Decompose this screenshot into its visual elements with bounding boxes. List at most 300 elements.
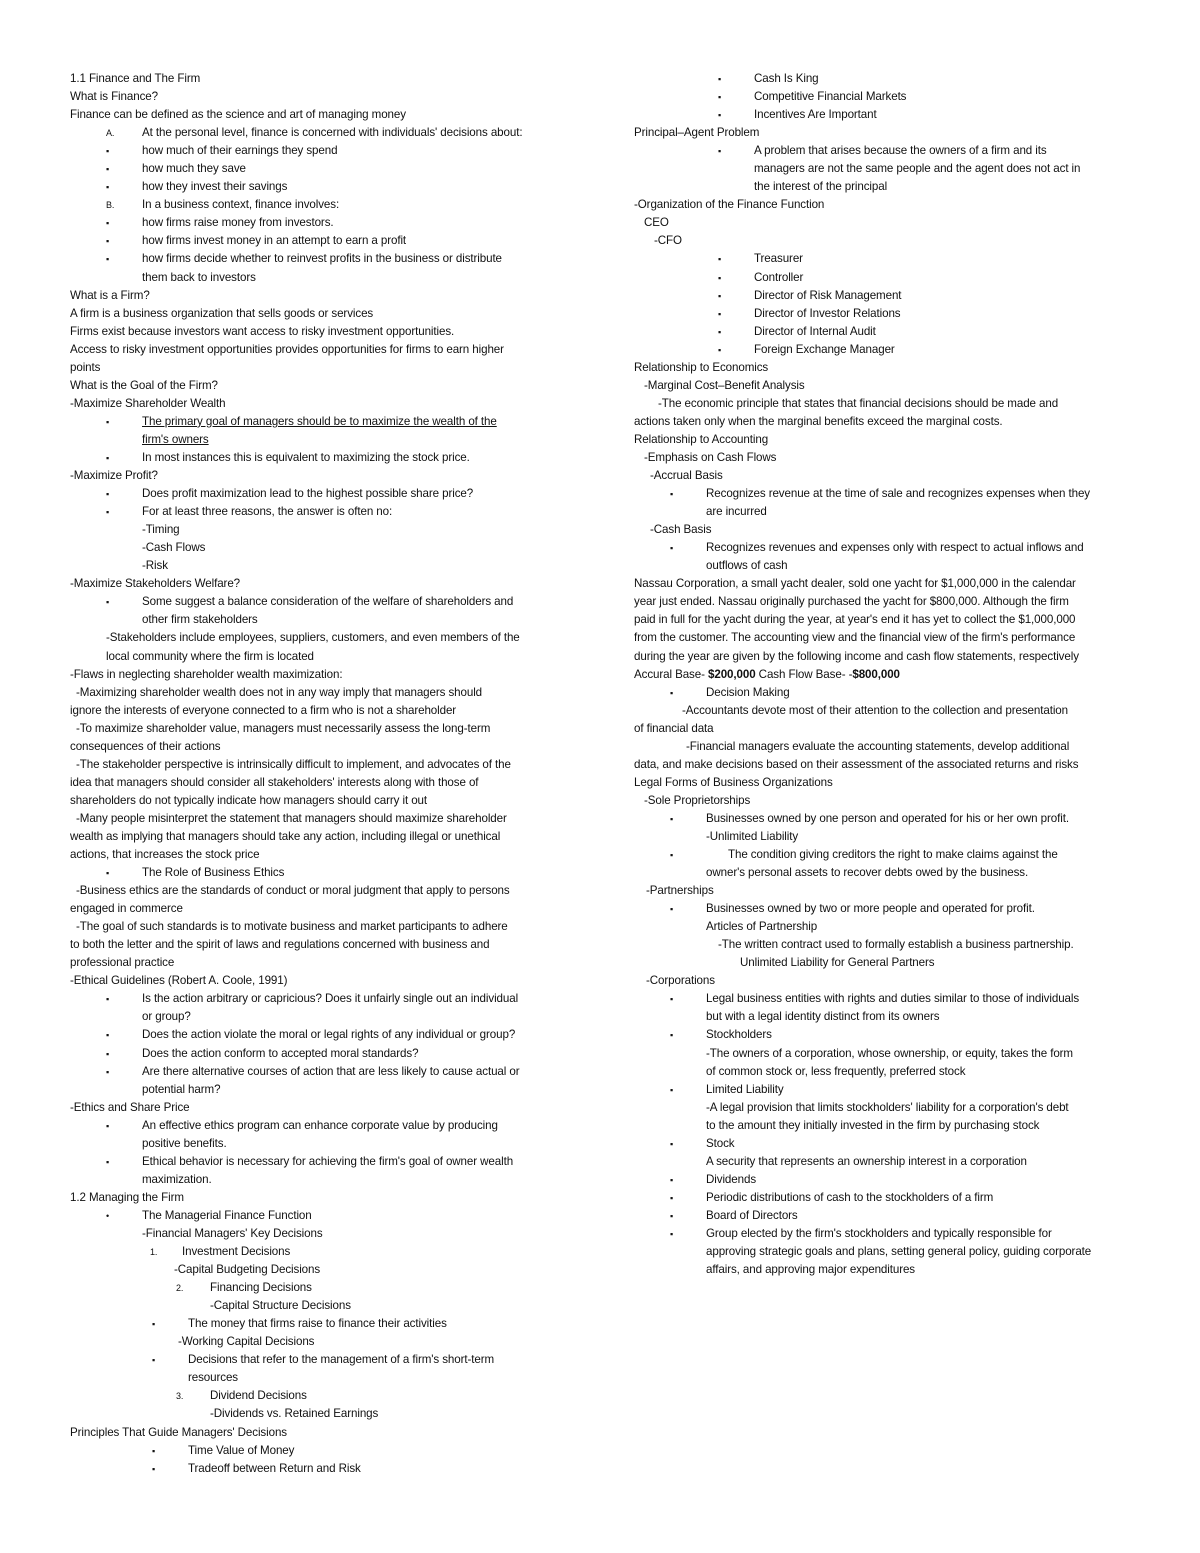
bullet-icon: ▪ <box>106 597 110 608</box>
list-marker: 2. <box>176 1283 184 1294</box>
text-line <box>70 918 570 936</box>
bullet-icon: ▪ <box>718 344 722 355</box>
text-line <box>634 972 1134 990</box>
bullet-icon: ▪ <box>670 813 674 824</box>
line-text: paid in full for the yacht during the year, at year's end it has yet to collect the $1,000,000 <box>634 613 1076 627</box>
text-line <box>70 269 570 287</box>
text-line <box>70 846 570 864</box>
bullet-icon: ▪ <box>106 254 110 265</box>
line-text: -Unlimited Liability <box>706 829 799 843</box>
line-text: Financing Decisions <box>210 1281 312 1295</box>
bullet-icon: ▪ <box>718 290 722 301</box>
line-text: how much of their earnings they spend <box>142 144 338 158</box>
text-line <box>634 106 1134 124</box>
bullet-icon: ▪ <box>670 1138 674 1149</box>
line-text: The primary goal of managers should be to maximize the wealth of the <box>142 414 497 428</box>
line-text: potential harm? <box>142 1082 221 1096</box>
line-text: At the personal level, finance is concerned with individuals' decisions about: <box>142 126 523 140</box>
bullet-icon: ▪ <box>106 868 110 879</box>
line-text: Principal–Agent Problem <box>634 126 760 140</box>
line-text: -The goal of such standards is to motivate business and market participants to adhere <box>76 920 508 934</box>
text-line <box>634 160 1134 178</box>
line-text: local community where the firm is located <box>106 649 314 663</box>
line-text: firm's owners <box>142 432 209 446</box>
line-text: Limited Liability <box>706 1082 784 1096</box>
line-text: -Risk <box>142 559 168 573</box>
line-text: Director of Internal Audit <box>754 324 876 338</box>
text-line <box>70 1171 570 1189</box>
text-line <box>634 684 1134 702</box>
bullet-icon: ▪ <box>670 1229 674 1239</box>
line-text: -The economic principle that states that financial decisions should be made and <box>658 396 1059 410</box>
text-line <box>70 810 570 828</box>
line-text: Stockholders <box>706 1028 772 1042</box>
text-line <box>70 359 570 377</box>
text-line <box>634 1225 1134 1243</box>
line-text: are incurred <box>706 505 767 519</box>
text-line <box>70 792 570 810</box>
text-line <box>634 196 1134 214</box>
line-text: -Financial Managers' Key Decisions <box>142 1227 323 1240</box>
text-line <box>70 431 570 449</box>
line-text: Articles of Partnership <box>706 920 818 934</box>
line-text: The condition giving creditors the right to make claims against the <box>728 848 1058 862</box>
text-line <box>70 1261 570 1279</box>
bullet-icon: ▪ <box>718 146 722 157</box>
bullet-icon: ▪ <box>670 994 674 1005</box>
line-text: -CFO <box>654 234 682 248</box>
line-text: how firms raise money from investors. <box>142 216 334 230</box>
line-text: -Ethical Guidelines (Robert A. Coole, 1991) <box>70 974 288 988</box>
line-text: An effective ethics program can enhance corporate value by producing <box>142 1118 498 1132</box>
bullet-icon: ▪ <box>106 164 110 175</box>
bullet-icon: ▪ <box>106 182 110 193</box>
text-line <box>70 250 570 268</box>
line-text: Unlimited Liability for General Partners <box>740 956 935 970</box>
line-text: -Dividends vs. Retained Earnings <box>210 1407 379 1421</box>
text-line <box>634 1026 1134 1044</box>
bullet-icon: ▪ <box>670 1084 674 1095</box>
text-line <box>70 1225 570 1243</box>
text-line <box>634 648 1134 666</box>
bullet-icon: ▪ <box>152 1355 156 1366</box>
text-line <box>70 1008 570 1026</box>
line-text: Treasurer <box>754 252 803 266</box>
line-text: Nassau Corporation, a small yacht dealer, sold one yacht for $1,000,000 in the calendar <box>634 577 1076 591</box>
bullet-icon: ▪ <box>106 507 110 518</box>
line-text: or group? <box>142 1010 191 1024</box>
line-text: Stock <box>706 1136 735 1150</box>
line-text: managers are not the same people and the agent does not act in <box>754 162 1081 176</box>
line-text: Recognizes revenues and expenses only with respect to actual inflows and <box>706 541 1084 555</box>
text-line <box>634 666 1134 684</box>
line-text: -Maximize Stakeholders Welfare? <box>70 577 241 591</box>
text-line <box>634 1207 1134 1225</box>
bullet-icon: ▪ <box>106 146 110 157</box>
line-text: The Managerial Finance Function <box>142 1208 312 1222</box>
line-text: Group elected by the firm's stockholders and typically responsible for <box>706 1227 1052 1240</box>
text-line <box>634 846 1134 864</box>
bullet-icon: • <box>106 1210 110 1221</box>
bullet-icon: ▪ <box>718 92 722 103</box>
line-text: to the amount they initially invested in the firm by purchasing stock <box>706 1118 1040 1132</box>
line-text: during the year are given by the following income and cash flow statements, respectively <box>634 649 1079 663</box>
text-line <box>70 936 570 954</box>
text-line <box>634 1153 1134 1171</box>
bullet-icon: ▪ <box>106 1066 110 1077</box>
text-line <box>634 250 1134 268</box>
line-text: -Marginal Cost–Benefit Analysis <box>644 378 805 392</box>
bullet-icon: ▪ <box>718 74 722 84</box>
line-text: -Ethics and Share Price <box>70 1100 190 1114</box>
text-line <box>70 1442 570 1460</box>
text-line <box>70 1099 570 1117</box>
bullet-icon: ▪ <box>670 1210 674 1221</box>
text-line <box>634 1117 1134 1135</box>
bullet-icon: ▪ <box>152 1445 156 1456</box>
line-text: Cash Is King <box>754 72 819 85</box>
line-text: For at least three reasons, the answer is often no: <box>142 505 393 519</box>
line-text: Director of Investor Relations <box>754 306 901 320</box>
text-line <box>70 720 570 738</box>
text-line <box>634 413 1134 431</box>
list-marker: 1. <box>150 1247 158 1258</box>
text-line <box>634 1171 1134 1189</box>
text-line <box>70 88 570 106</box>
text-line <box>634 305 1134 323</box>
line-text: the interest of the principal <box>754 180 888 194</box>
bullet-icon: ▪ <box>106 236 110 247</box>
text-line <box>70 1243 570 1261</box>
line-text: Is the action arbitrary or capricious? Does it unfairly single out an individual <box>142 992 519 1006</box>
text-line <box>634 521 1134 539</box>
text-line <box>70 1424 570 1442</box>
text-line <box>70 575 570 593</box>
right-column <box>634 70 1134 1279</box>
text-line <box>70 323 570 341</box>
line-text: -Maximizing shareholder wealth does not in any way imply that managers should <box>76 685 483 699</box>
list-marker: A. <box>106 128 115 139</box>
line-text: from the customer. The accounting view and the financial view of the firm's performance <box>634 631 1076 645</box>
line-text: -Accrual Basis <box>650 469 723 483</box>
text-line <box>70 954 570 972</box>
text-line <box>634 70 1134 88</box>
line-text: actions taken only when the marginal benefits exceed the marginal costs. <box>634 414 1003 428</box>
line-text: -Partnerships <box>646 884 714 898</box>
bullet-icon: ▪ <box>152 1319 156 1330</box>
bullet-icon: ▪ <box>106 489 110 500</box>
line-text: but with a legal identity distinct from its owners <box>706 1010 940 1024</box>
bold-amount: $800,000 <box>852 667 900 681</box>
text-line <box>70 1279 570 1297</box>
line-text: -The stakeholder perspective is intrinsically difficult to implement, and advocates of the <box>76 757 511 771</box>
bullet-icon: ▪ <box>106 994 110 1005</box>
bullet-icon: ▪ <box>106 218 110 229</box>
text-line <box>634 593 1134 611</box>
text-line <box>70 774 570 792</box>
line-text: Cash Flow Base- - <box>755 667 853 681</box>
bullet-icon: ▪ <box>718 272 722 283</box>
line-text: -Capital Structure Decisions <box>210 1299 351 1313</box>
text-line <box>70 702 570 720</box>
bullet-icon: ▪ <box>718 308 722 319</box>
bullet-icon: ▪ <box>718 254 722 265</box>
text-line <box>634 449 1134 467</box>
line-text: data, and make decisions based on their assessment of the associated returns and risks <box>634 757 1079 771</box>
line-text: Incentives Are Important <box>754 108 877 122</box>
text-line <box>70 882 570 900</box>
line-text: What is Finance? <box>70 90 158 104</box>
text-line <box>634 828 1134 846</box>
text-line <box>70 341 570 359</box>
line-text: A problem that arises because the owners of a firm and its <box>754 144 1047 158</box>
text-line <box>634 918 1134 936</box>
text-line <box>70 1405 570 1423</box>
line-text: owner's personal assets to recover debts owed by the business. <box>706 866 1029 880</box>
text-line <box>634 738 1134 756</box>
text-line <box>634 88 1134 106</box>
text-line <box>70 972 570 990</box>
line-text: affairs, and approving major expenditures <box>706 1263 916 1277</box>
text-line <box>70 106 570 124</box>
line-text: Does profit maximization lead to the highest possible share price? <box>142 487 474 501</box>
line-text: Legal Forms of Business Organizations <box>634 775 833 789</box>
text-line <box>634 359 1134 377</box>
bold-amount: $200,000 <box>708 667 756 681</box>
line-text: -Organization of the Finance Function <box>634 198 825 212</box>
text-line <box>634 557 1134 575</box>
line-text: -Stakeholders include employees, suppliers, customers, and even members of the <box>106 631 520 645</box>
text-line <box>634 323 1134 341</box>
line-text: -Maximize Shareholder Wealth <box>70 396 226 410</box>
text-line <box>70 756 570 774</box>
bullet-icon: ▪ <box>670 1030 674 1041</box>
line-text: actions, that increases the stock price <box>70 848 260 862</box>
bullet-icon: ▪ <box>670 1192 674 1203</box>
text-line <box>634 395 1134 413</box>
text-line <box>70 1081 570 1099</box>
bullet-icon: ▪ <box>106 1030 110 1041</box>
line-text: Access to risky investment opportunities provides opportunities for firms to earn higher <box>70 342 504 356</box>
line-text: Board of Directors <box>706 1208 798 1222</box>
text-line <box>634 142 1134 160</box>
text-line <box>634 503 1134 521</box>
left-column <box>70 70 570 1478</box>
line-text: other firm stakeholders <box>142 613 258 627</box>
line-text: Dividend Decisions <box>210 1389 307 1403</box>
text-line <box>634 720 1134 738</box>
line-text: -Business ethics are the standards of conduct or moral judgment that apply to persons <box>76 884 510 898</box>
line-text: approving strategic goals and plans, setting general policy, guiding corporate <box>706 1245 1092 1259</box>
text-line <box>70 1207 570 1225</box>
line-text: how much they save <box>142 162 246 176</box>
line-text: Relationship to Economics <box>634 360 769 374</box>
line-text: resources <box>188 1371 239 1385</box>
bullet-icon: ▪ <box>670 543 674 554</box>
line-text: how they invest their savings <box>142 180 288 194</box>
line-text: 1.2 Managing the Firm <box>70 1190 184 1204</box>
text-line <box>634 990 1134 1008</box>
text-line <box>70 1315 570 1333</box>
text-line <box>634 467 1134 485</box>
line-text: The money that firms raise to finance their activities <box>188 1317 447 1331</box>
line-text: -Maximize Profit? <box>70 469 158 483</box>
text-line <box>70 1387 570 1405</box>
bullet-icon: ▪ <box>670 687 674 698</box>
bullet-icon: ▪ <box>106 416 110 427</box>
line-text: -Financial managers evaluate the accounting statements, develop additional <box>686 739 1070 753</box>
text-line <box>70 1333 570 1351</box>
text-line <box>70 395 570 413</box>
text-line <box>634 575 1134 593</box>
line-text: consequences of their actions <box>70 739 221 753</box>
text-line <box>634 539 1134 557</box>
line-text: -To maximize shareholder value, managers must necessarily assess the long-term <box>76 721 491 735</box>
line-text: Relationship to Accounting <box>634 432 769 446</box>
text-line <box>634 810 1134 828</box>
bullet-icon: ▪ <box>670 1174 674 1185</box>
line-text: wealth as implying that managers should take any action, including illegal or unethical <box>70 829 501 843</box>
text-line <box>634 629 1134 647</box>
text-line <box>634 936 1134 954</box>
text-line <box>70 377 570 395</box>
text-line <box>634 178 1134 196</box>
line-text: engaged in commerce <box>70 902 183 916</box>
bullet-icon: ▪ <box>718 326 722 337</box>
bullet-icon: ▪ <box>106 1156 110 1167</box>
text-line <box>634 954 1134 972</box>
line-text: CEO <box>644 216 669 230</box>
text-line <box>70 666 570 684</box>
text-line <box>70 611 570 629</box>
line-text: maximization. <box>142 1172 212 1186</box>
text-line <box>70 1117 570 1135</box>
text-line <box>70 539 570 557</box>
line-text: -Accountants devote most of their attention to the collection and presentation <box>682 703 1068 717</box>
base-comparison-line <box>634 666 1134 684</box>
text-line <box>70 485 570 503</box>
text-line <box>70 503 570 521</box>
line-text: -The owners of a corporation, whose ownership, or equity, takes the form <box>706 1046 1073 1060</box>
text-line <box>70 900 570 918</box>
text-line <box>70 1026 570 1044</box>
text-line <box>634 1008 1134 1026</box>
line-text: What is the Goal of the Firm? <box>70 378 218 392</box>
bullet-icon: ▪ <box>670 904 674 915</box>
bullet-icon: ▪ <box>106 452 110 463</box>
text-line <box>634 1063 1134 1081</box>
line-text: A firm is a business organization that sells goods or services <box>70 306 374 320</box>
text-line <box>70 1063 570 1081</box>
line-text: Are there alternative courses of action that are less likely to cause actual or <box>142 1064 520 1078</box>
line-text: The Role of Business Ethics <box>142 866 285 880</box>
line-text: Competitive Financial Markets <box>754 90 907 104</box>
line-text: Time Value of Money <box>188 1443 295 1457</box>
text-line <box>634 1099 1134 1117</box>
text-line <box>634 124 1134 142</box>
line-text: Finance can be defined as the science and art of managing money <box>70 108 406 122</box>
line-text: -Corporations <box>646 974 715 988</box>
text-line <box>70 160 570 178</box>
line-text: of financial data <box>634 721 714 735</box>
list-marker: 3. <box>176 1391 184 1402</box>
text-line <box>70 1351 570 1369</box>
line-text: -The written contract used to formally establish a business partnership. <box>718 938 1074 952</box>
text-line <box>634 611 1134 629</box>
line-text: Legal business entities with rights and duties similar to those of individuals <box>706 992 1080 1006</box>
text-line <box>70 990 570 1008</box>
line-text: year just ended. Nassau originally purchased the yacht for $800,000. Although the firm <box>634 595 1069 609</box>
line-text: positive benefits. <box>142 1136 227 1150</box>
text-line <box>634 1243 1134 1261</box>
text-line <box>70 629 570 647</box>
text-line <box>70 142 570 160</box>
text-line <box>634 792 1134 810</box>
text-line <box>634 341 1134 359</box>
text-line <box>70 1189 570 1207</box>
text-line <box>70 196 570 214</box>
text-line <box>634 214 1134 232</box>
line-text: In most instances this is equivalent to maximizing the stock price. <box>142 450 470 464</box>
bullet-icon: ▪ <box>152 1463 156 1474</box>
line-text: Does the action conform to accepted moral standards? <box>142 1046 419 1060</box>
text-line <box>634 900 1134 918</box>
text-line <box>634 1135 1134 1153</box>
text-line <box>70 124 570 142</box>
text-line <box>70 593 570 611</box>
line-text: Investment Decisions <box>182 1245 291 1259</box>
text-line <box>634 377 1134 395</box>
text-line <box>70 738 570 756</box>
line-text: Foreign Exchange Manager <box>754 342 895 356</box>
line-text: -Flaws in neglecting shareholder wealth maximization: <box>70 667 343 681</box>
text-line <box>70 214 570 232</box>
line-text: -Cash Basis <box>650 523 712 537</box>
text-line <box>70 1153 570 1171</box>
text-line <box>634 882 1134 900</box>
line-text: Tradeoff between Return and Risk <box>188 1461 361 1475</box>
bullet-icon: ▪ <box>670 850 674 861</box>
line-text: of common stock or, less frequently, preferred stock <box>706 1064 966 1078</box>
bullet-icon: ▪ <box>106 1048 110 1059</box>
text-line <box>70 684 570 702</box>
line-text: -Working Capital Decisions <box>178 1335 315 1349</box>
text-line <box>70 828 570 846</box>
line-text: Does the action violate the moral or legal rights of any individual or group? <box>142 1028 516 1042</box>
text-line <box>634 269 1134 287</box>
line-text: A security that represents an ownership interest in a corporation <box>706 1154 1027 1168</box>
text-line <box>634 485 1134 503</box>
line-text: 1.1 Finance and The Firm <box>70 72 201 85</box>
line-text: What is a Firm? <box>70 288 150 302</box>
list-marker: B. <box>106 200 115 211</box>
bullet-icon: ▪ <box>670 489 674 500</box>
text-line <box>70 1135 570 1153</box>
line-text: -Sole Proprietorships <box>644 793 751 807</box>
text-line <box>634 756 1134 774</box>
line-text: idea that managers should consider all stakeholders' interests along with those of <box>70 775 479 789</box>
text-line <box>70 305 570 323</box>
line-text: professional practice <box>70 956 175 970</box>
bullet-icon: ▪ <box>718 110 722 121</box>
text-line <box>634 1261 1134 1279</box>
line-text: Businesses owned by one person and operated for his or her own profit. <box>706 811 1069 825</box>
line-text: -Emphasis on Cash Flows <box>644 450 777 464</box>
line-text: them back to investors <box>142 270 256 284</box>
line-text: how firms decide whether to reinvest profits in the business or distribute <box>142 252 502 266</box>
text-line <box>70 1460 570 1478</box>
line-text: Dividends <box>706 1172 757 1186</box>
